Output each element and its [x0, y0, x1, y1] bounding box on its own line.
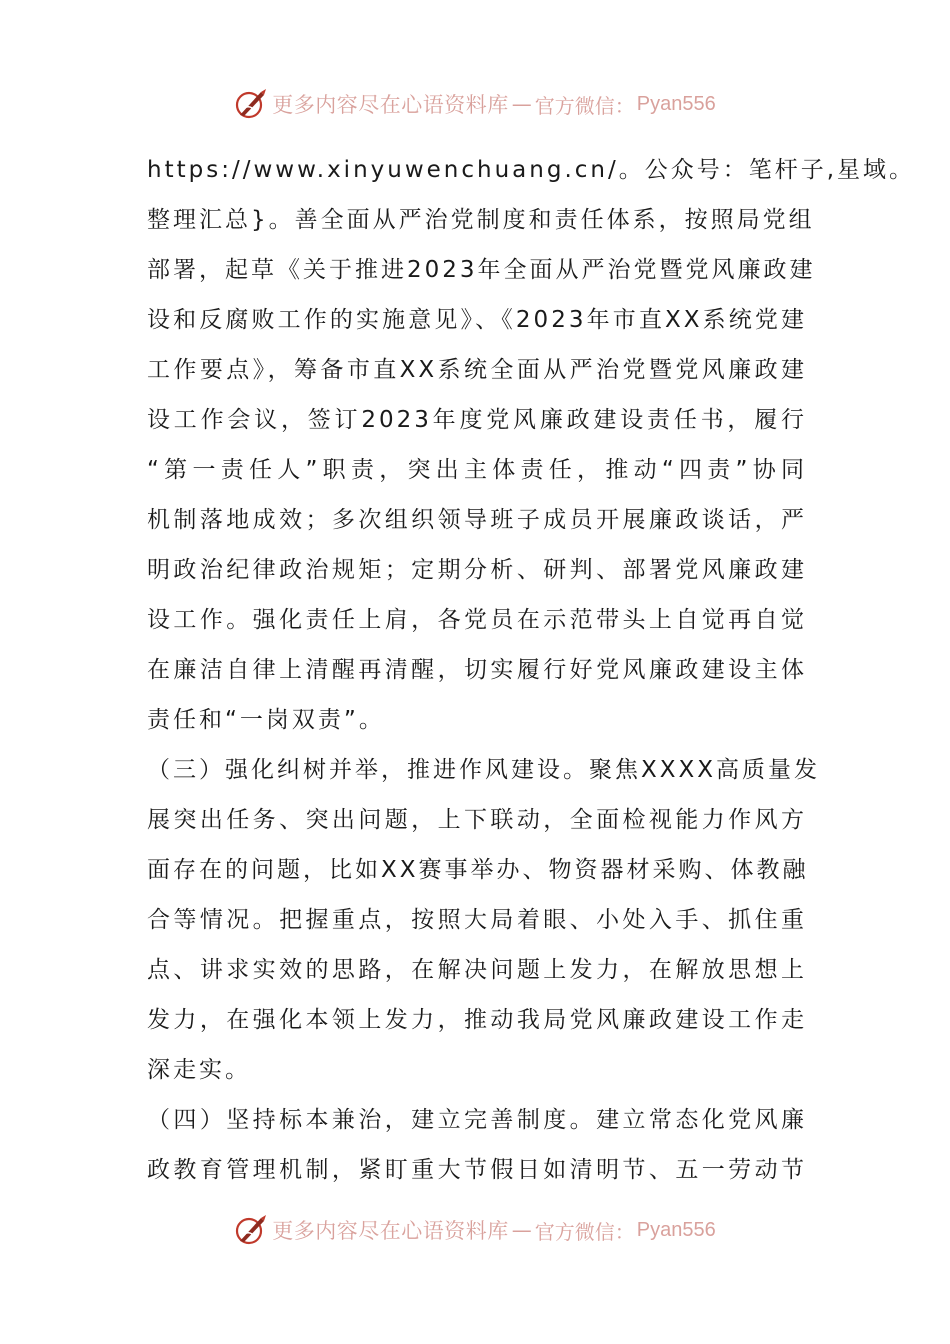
quill-pen-logo-icon: [234, 87, 268, 121]
body-line: “第一责任人”职责，突出主体责任，推动“四责”协同: [147, 457, 807, 483]
body-line: 明政治纪律政治规矩；定期分析、研判、部署党风廉政建: [147, 557, 807, 583]
body-line: 点、讲求实效的思路，在解决问题上发力，在解放思想上: [147, 957, 807, 983]
body-line: 机制落地成效；多次组织领导班子成员开展廉政谈话，严: [147, 507, 807, 533]
body-line: 责任和“一岗双责”。: [147, 707, 385, 733]
body-line: 面存在的问题，比如XX赛事举办、物资器材采购、体教融: [147, 857, 809, 883]
watermark-brand-text: 更多内容尽在心语资料库: [272, 1219, 509, 1243]
page-footer-watermark: [0, 1210, 950, 1250]
body-line: 深走实。: [147, 1057, 251, 1083]
body-line: 在廉洁自律上清醒再清醒，切实履行好党风廉政建设主体: [147, 657, 807, 683]
section-heading-line: （四）坚持标本兼治，建立完善制度。建立常态化党风廉: [147, 1107, 807, 1133]
section-heading-line: （三）强化纠树并举，推进作风建设。聚焦XXXX高质量发: [147, 757, 821, 783]
body-line: https://www.xinyuwenchuang.cn/。公众号：笔杆子,星域。: [147, 157, 916, 183]
watermark-separator: —: [511, 1218, 532, 1242]
quill-pen-logo-icon: [234, 1213, 268, 1247]
body-line: 展突出任务、突出问题，上下联动，全面检视能力作风方: [147, 807, 807, 833]
document-body: [147, 145, 916, 1195]
body-line: 设工作。强化责任上肩，各党员在示范带头上自觉再自觉: [147, 607, 807, 633]
page-header-watermark: [0, 84, 950, 124]
body-line: 工作要点》，筹备市直XX系统全面从严治党暨党风廉政建: [147, 357, 807, 383]
watermark-separator: —: [511, 92, 532, 116]
body-line: 政教育管理机制，紧盯重大节假日如清明节、五一劳动节: [147, 1157, 807, 1183]
watermark-brand-text: 更多内容尽在心语资料库: [272, 93, 509, 117]
body-line: 合等情况。把握重点，按照大局着眼、小处入手、抓住重: [147, 907, 807, 933]
watermark-wechat-id: Pyan556: [636, 92, 716, 115]
body-line: 设工作会议，签订2023年度党风廉政建设责任书，履行: [147, 407, 807, 433]
watermark-wechat-label: 官方微信：: [534, 93, 635, 118]
body-line: 设和反腐败工作的实施意见》、《2023年市直XX系统党建: [147, 307, 807, 333]
watermark-wechat-id: Pyan556: [636, 1218, 716, 1241]
body-line: 部署，起草《关于推进2023年全面从严治党暨党风廉政建: [147, 257, 816, 283]
body-line: 整理汇总}。善全面从严治党制度和责任体系，按照局党组: [147, 207, 815, 233]
body-line: 发力，在强化本领上发力，推动我局党风廉政建设工作走: [147, 1007, 807, 1033]
watermark-wechat-label: 官方微信：: [534, 1219, 635, 1244]
